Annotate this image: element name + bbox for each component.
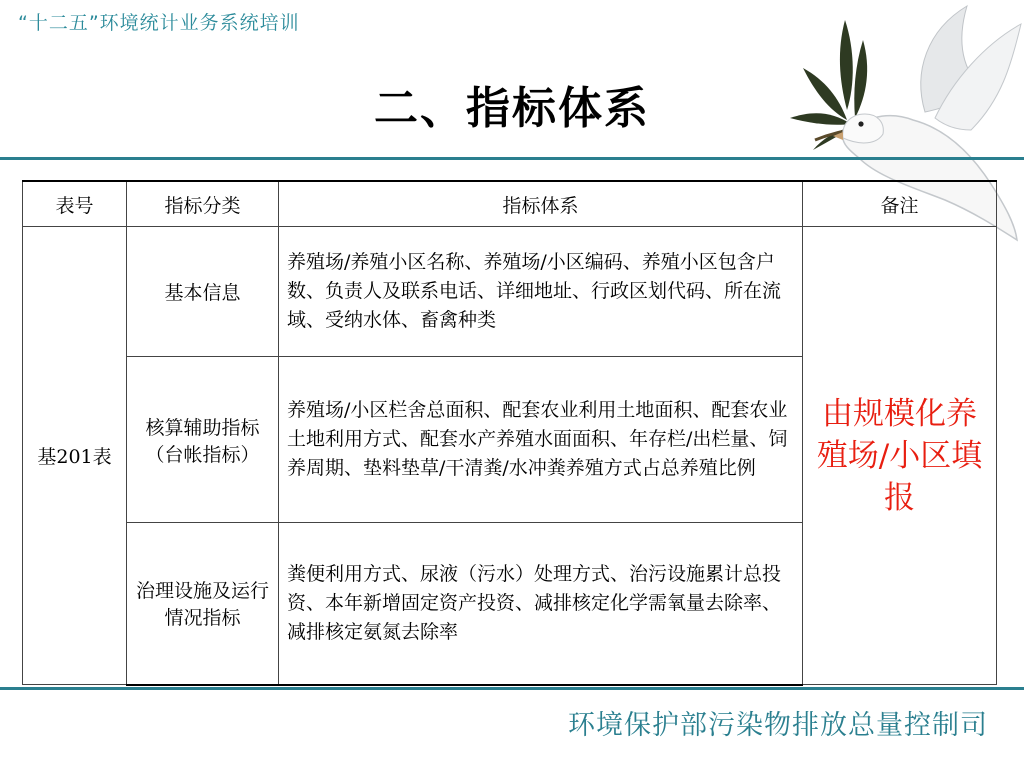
remarks-cell: 由规模化养殖场/小区填报: [803, 227, 997, 685]
header-divider: [0, 157, 1024, 160]
indicator-content-cell: 养殖场/养殖小区名称、养殖场/小区编码、养殖小区包含户数、负责人及联系电话、详细地址、行政区划代码、所在流域、受纳水体、畜禽种类: [279, 227, 803, 357]
course-title: “十二五”环境统计业务系统培训: [18, 12, 300, 34]
column-header-indicator-system: 指标体系: [279, 181, 803, 227]
slide-title: 二、指标体系: [374, 83, 650, 134]
indicator-table: [22, 180, 997, 686]
column-header-remarks: 备注: [803, 181, 997, 227]
table-header-row: [23, 181, 997, 227]
category-cell: 核算辅助指标（台帐指标）: [127, 357, 279, 523]
category-cell: 治理设施及运行情况指标: [127, 523, 279, 685]
organization-name: 环境保护部污染物排放总量控制司: [568, 710, 988, 741]
column-header-category: 指标分类: [127, 181, 279, 227]
indicator-content-cell: 养殖场/小区栏舍总面积、配套农业利用土地面积、配套农业土地利用方式、配套水产养殖水面面积、年存栏/出栏量、饲养周期、垫料垫草/干清粪/水冲粪养殖方式占总养殖比例: [279, 357, 803, 523]
form-id-cell: 基201表: [23, 227, 127, 685]
table-row: [23, 227, 997, 357]
category-cell: 基本信息: [127, 227, 279, 357]
indicator-content-cell: 粪便利用方式、尿液（污水）处理方式、治污设施累计总投资、本年新增固定资产投资、减排核定化学需氧量去除率、减排核定氨氮去除率: [279, 523, 803, 685]
footer-divider: [0, 687, 1024, 690]
column-header-form-id: 表号: [23, 181, 127, 227]
